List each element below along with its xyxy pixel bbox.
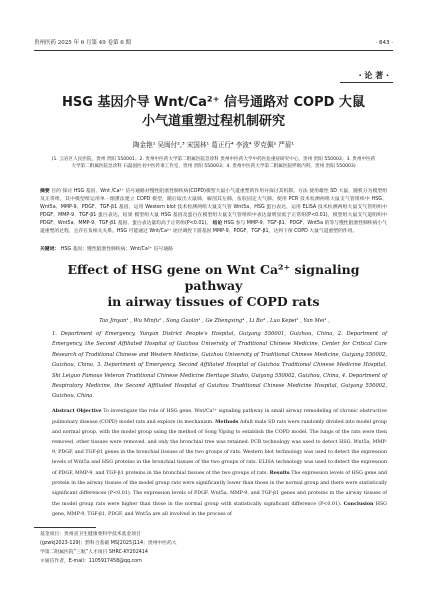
journal-issue: 贵州医药 2025 年 6 月第 49 卷第 6 期 (34, 40, 131, 46)
page-number: · 843 · (375, 40, 393, 46)
fund-note-cont: (gzwkj2023-129)；黔科合基础 MS[2025]114；贵州中医药大 (40, 541, 177, 546)
chinese-authors: 陶金艳¹ 吴闽付²,³ 宋国林¹ 葛正行⁴ 李波⁴ 罗克佩² 严眉¹ (132, 141, 295, 149)
english-title-line1: Effect of HSG gene on Wnt Ca²⁺ signaling pathway (67, 262, 360, 293)
chinese-keywords (40, 246, 387, 254)
running-head (34, 38, 393, 48)
english-methods-label: Methods (215, 419, 239, 425)
english-objective-label: Objective (76, 408, 102, 414)
corresponding-author: ＊通信作者，E-mail：1105917458@qq.com (40, 559, 142, 564)
english-authors: Tao Jinyan¹ , Wu Minfu² , Song Guolin¹ , Ge Zhengxing⁴ , Li Bo⁴ , Luo Kepei² , Yan Mei¹ , (99, 318, 330, 324)
chinese-keywords-label: 关键词： (40, 247, 60, 252)
chinese-abstract-text: 目的 探讨 HSG 基因、Wnt /Ca²⁺ 信号通路对慢性阻塞性肺疾病(COPD)模型大鼠小气道重塑的作用并探讨其机制。方法 使用雄性 SD 大鼠，随机分为模型组及正常组，其中模型组运用单一烟熏法建立 COPD 模型，随后取出大鼠肺，解剖其左肺，伍胶固定大气肺。使用 PCR 技术检测两组大鼠支气管组织中 HSG、Wnt5a、MMP-9、PDGF、TGF-β1 基因，运用 Western blot 技术检测两组大鼠支气管 Wnt5a、HSG 蛋白表达，运用 ELISA 技术检测两组大鼠支气管组织中 PDGF、MMP-9、TGF-β1 蛋白表达。结果 模型组大鼠 HSG 基因及蛋白在模型组大鼠支气管组织中表达量明显低于正常组(P<0.01)，模型组大鼠支气道组织中 PDGF、Wnt5a、MMP-9、TGF-β1 基因、蛋白表达量均高于正常组(P<0.01)。 (40, 189, 387, 226)
english-title-line2: in airway tissues of COPD rats (107, 294, 320, 309)
english-abstract-label: Abstract (52, 408, 75, 414)
fund-note: 基金项目：贵州省卫生健康委科学技术基金项目 (40, 532, 141, 537)
english-conclusion-text: HSG gene, MMP-9, TGF-β1, PDGF, and Wnt5a are all involved in the process of (52, 502, 388, 517)
chinese-affiliation: (1. 云岩区人民医院，贵州 贵阳 550001；2. 贵州中医药大学第二附属医院急诊科 贵州中医药大学中药医危重症研究中心，贵州 贵阳 550003；3. 贵州中医药大学第二附属医院急诊科 石磊国医名中医传承工作室，贵州 贵阳 550003；4. 贵州中医药大学第二附属医院呼吸内科，贵州 贵阳 550003) (51, 157, 376, 170)
chinese-title-line2: 小气道重塑过程机制研究 (141, 114, 285, 129)
english-objective-text: To investigate the role of HSG gene, Wnt/Ca²⁺ signaling pathway in small airway remodeling of chronic obstructive pulmonary disease (COPD) model rats and explore its mechanism. (52, 409, 388, 425)
english-affiliation: 1. Department of Emergency, Yunyan District People's Hospital, Guiyang 550001, Guizhou, China, 2. Department of Emergency, the Second Affiliated Hospital of Guizhou University of Traditional Chinese Medicine, Center for Critical Care Research of Traditional Chinese and Western Medicine, Guizhou University of Traditional Chinese Medicine, Guiyang 550002, Guizhou, China, 3. Department of Emergency, Second Affiliated Hospital of Guizhou Traditional Chinese Medicine Hospital, Shi Leiguo Famous Veteran Traditional Chinese Medicine Heritage Studio, Guiyang 550002, Guizhou, China, 4. Department of Respiratory Medicine, the Second Affiliated Hospital of Guizhou Traditional Chinese Medicine Hospital, Guiyang 550002, Guizhou, China. (52, 331, 387, 400)
chinese-abstract-label: 摘要 (40, 189, 50, 194)
section-label: · 论 著 · (358, 71, 389, 80)
header-rule (34, 50, 393, 51)
footnote-rule (34, 527, 96, 528)
chinese-title-line1: HSG 基因介导 Wnt/Ca²⁺ 信号通路对 COPD 大鼠 (62, 95, 365, 110)
chinese-conclusion-text: HSG 参与 MMP-9、TGF-β1、PDGF、Wnt5a 的等与慢性阻塞性肺疾病小气道重塑的过程，且存在负相关关系。HSG 可能通过 Wnt/Ca²⁺ 途径调控下游基因 MMP-9、PDGF、TGF-β1，达到干预 COPD 大鼠气道重塑的作用。 (40, 221, 387, 234)
english-title (40, 262, 387, 310)
english-conclusion-label: Conclusion (343, 501, 374, 507)
chinese-conclusion-label: 结论 (212, 221, 223, 226)
english-results-label: Results (269, 470, 290, 476)
footnotes (40, 530, 200, 566)
english-abstract (52, 406, 387, 520)
section-rule (340, 82, 393, 83)
chinese-keywords-text: HSG 基因；慢性阻塞性肺疾病；Wnt/Ca²⁺ 信号通路 (60, 247, 173, 252)
fund-note-cont2: 学第二附属医院“三航”人才项目 SHRC-KY202414 (40, 550, 148, 555)
english-methods-text: Adult male SD rats were randomly divided into model group and normal group, with the model group using the method of Song Yiping to establish the COPD model. The lungs of the rats were then removed, other tissues were removed, and only the bronchial tree was retained. PCR technology was used to detect HSG, Wnt5a, MMP-9, PDGF, and TGF-β1 genes in the bronchial tissues of the two groups of rats. Western blot technology was used to detect the expression levels of Wnt5a and HSG proteins in the bronchial tissues of the two groups of rats. ELISA technology was used to detect the expression of PDGF, MMP-9, and TGF-β1 proteins in the bronchial tissues of the two groups of rats. (52, 420, 387, 476)
chinese-abstract (40, 188, 387, 236)
chinese-title (40, 93, 387, 131)
english-results-text: The expression levels of HSG gene and protein in the airway tissues of the model group rats were significantly lower than those in the normal group and there were statistically significant differences (P<0.01). The expression levels of PDGF, Wnt5a, MMP-9, and TGF-β1 genes and proteins in the airway tissues of the model group rats were higher than those in the normal group with statistically significant difference (P<0.01). (52, 471, 387, 507)
